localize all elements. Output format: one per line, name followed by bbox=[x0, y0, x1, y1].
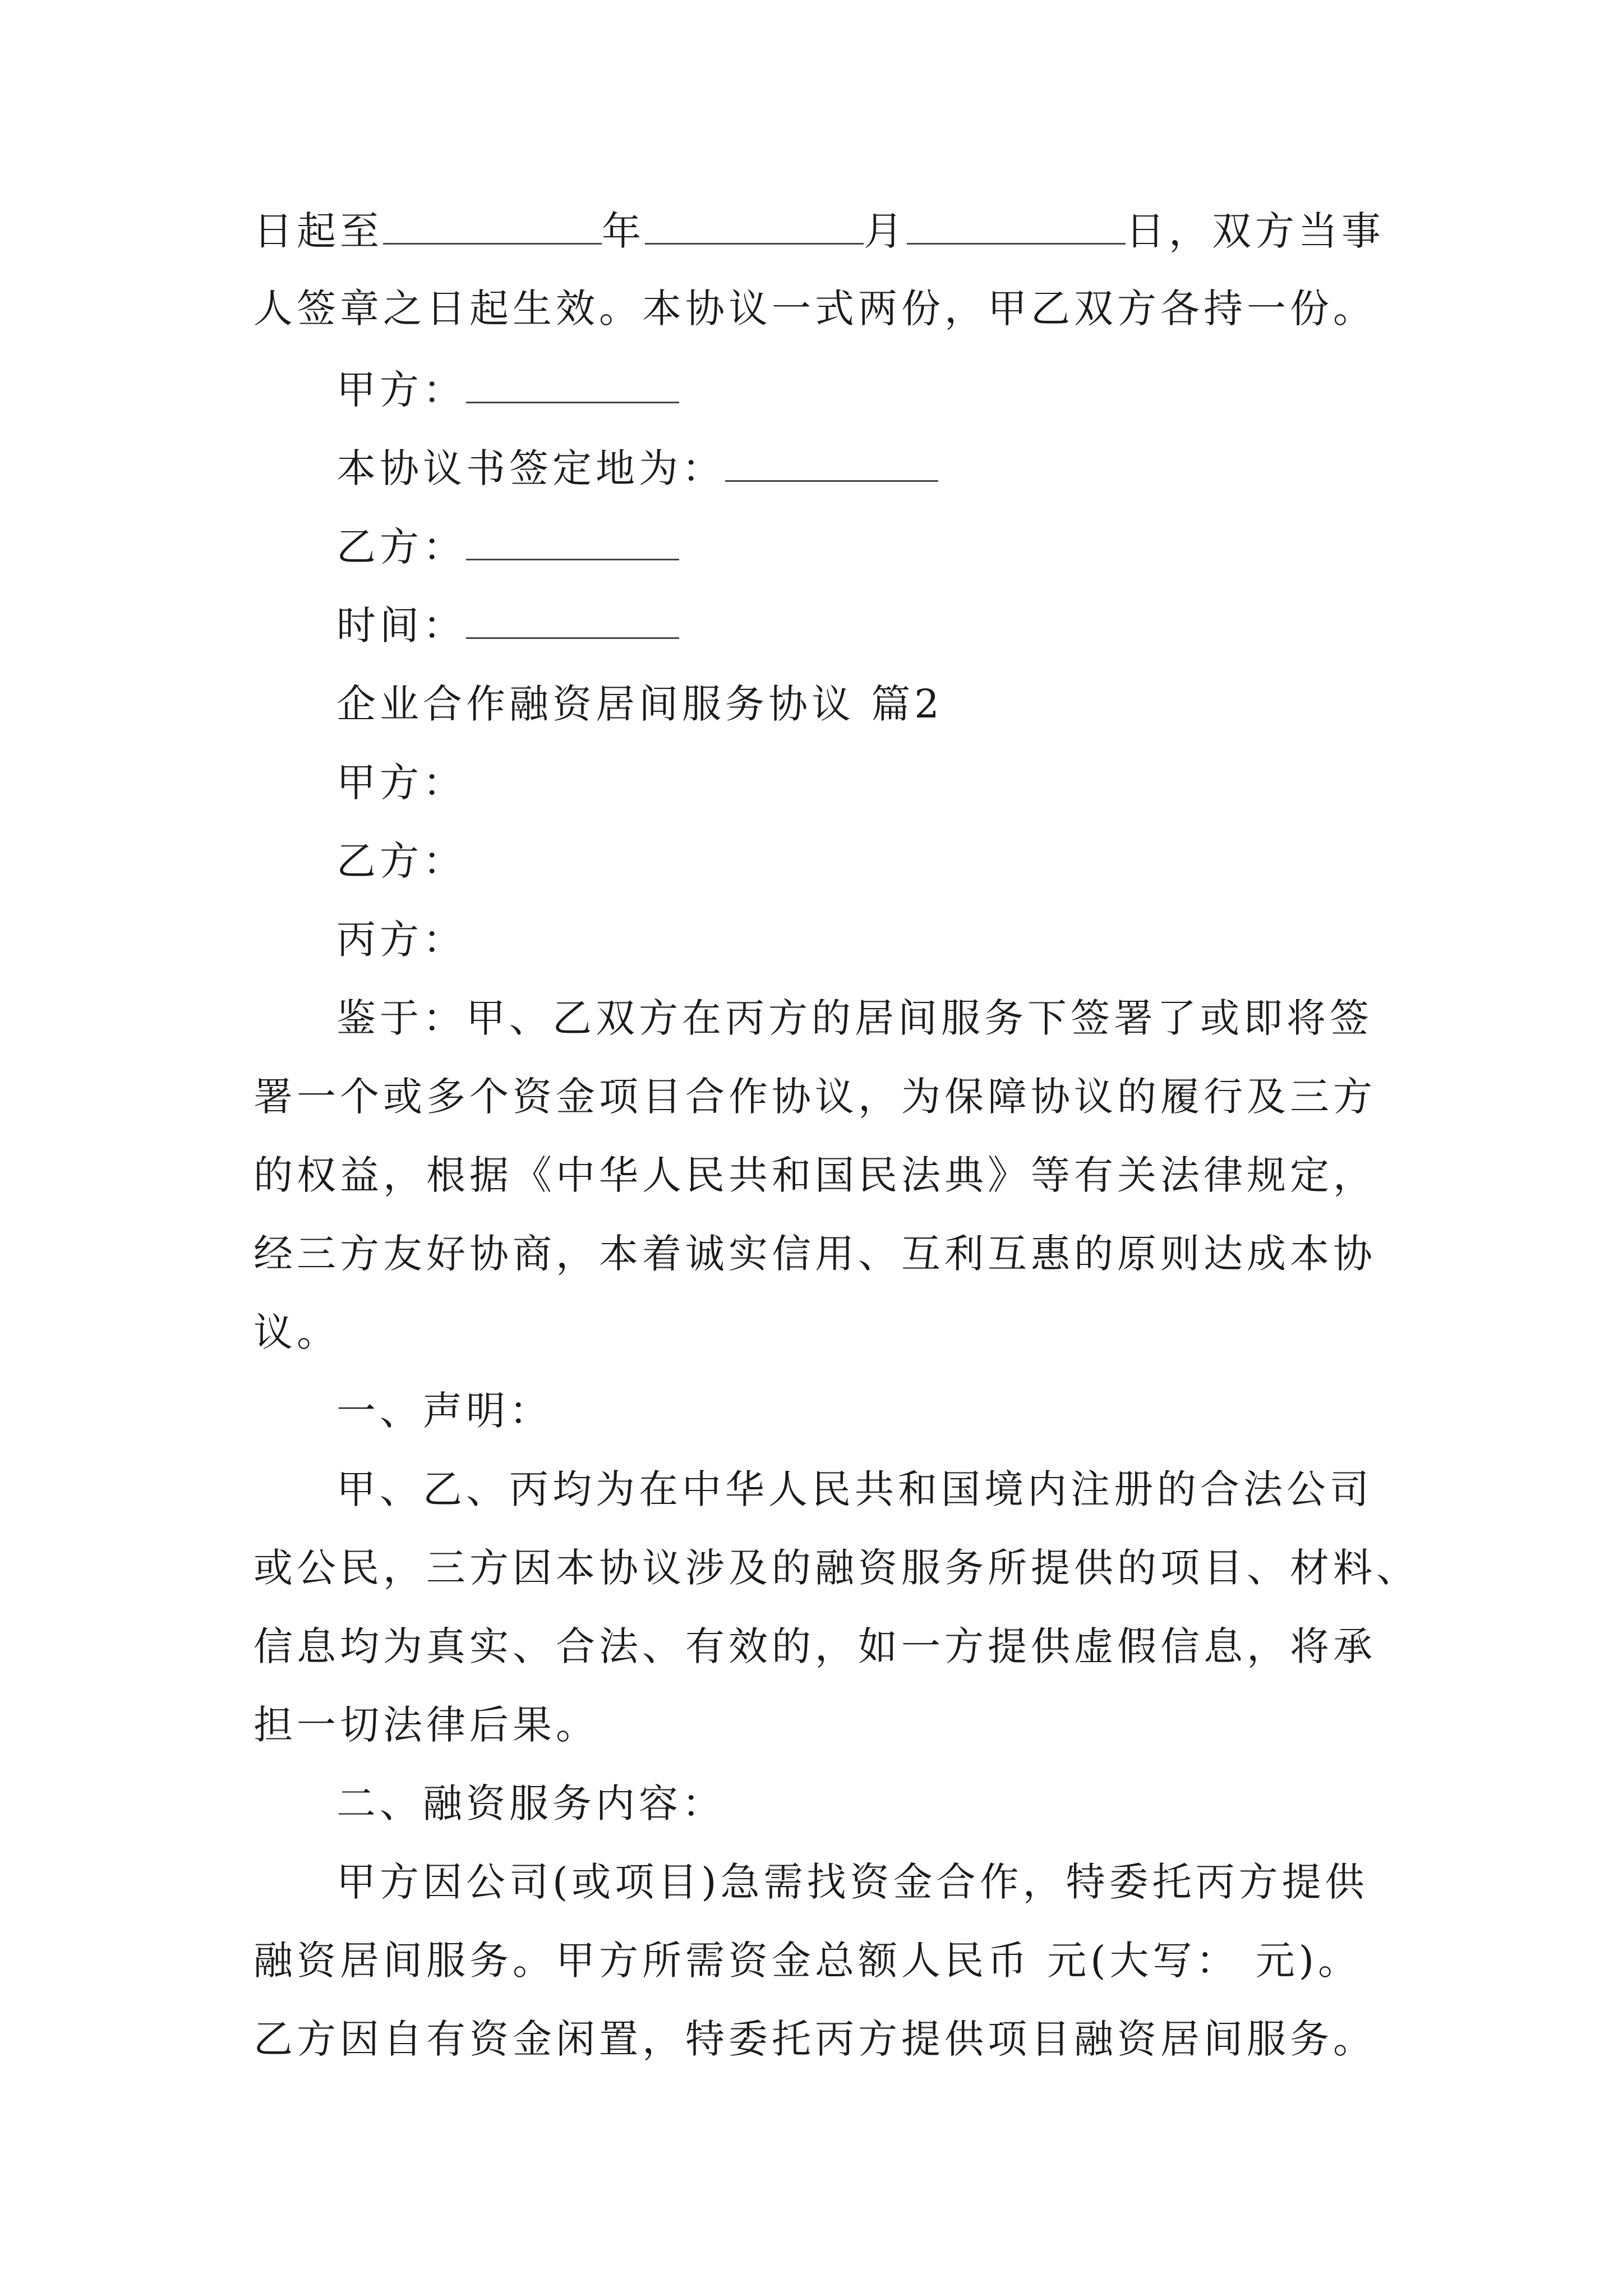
party-a-blank bbox=[466, 369, 679, 403]
signing-place-line bbox=[336, 440, 1386, 496]
heading-financing-service: 二、融资服务内容： bbox=[336, 1780, 725, 1826]
paragraph-line: 的权益，根据《中华人民共和国民法典》等有关法律规定， bbox=[253, 1152, 1376, 1198]
paragraph-line: 鉴于：甲、乙双方在丙方的居间服务下签署了或即将签 bbox=[336, 995, 1373, 1041]
time-line bbox=[336, 597, 1386, 654]
text-day: 日，双方当事 bbox=[1126, 208, 1385, 254]
paragraph-line: 乙方因自有资金闲置，特委托丙方提供项目融资居间服务。 bbox=[253, 2016, 1376, 2062]
section-title: 企业合作融资居间服务协议 篇2 bbox=[336, 681, 943, 727]
paragraph-line: 甲、乙、丙均为在中华人民共和国境内注册的合法公司 bbox=[336, 1466, 1373, 1512]
paragraph-line: 或公民，三方因本协议涉及的融资服务所提供的项目、材料、 bbox=[253, 1545, 1419, 1591]
paragraph-line: 署一个或多个资金项目合作协议，为保障协议的履行及三方 bbox=[253, 1074, 1376, 1120]
party-c-line: 丙方： bbox=[336, 917, 466, 963]
party-b-label: 乙方： bbox=[336, 524, 466, 570]
paragraph-line: 担一切法律后果。 bbox=[253, 1702, 599, 1748]
party-b-blank bbox=[466, 526, 679, 560]
month-blank bbox=[645, 210, 864, 245]
paragraph-line: 融资居间服务。甲方所需资金总额人民币 元(大写： 元)。 bbox=[253, 1938, 1362, 1984]
paragraph-line: 甲方因公司(或项目)急需找资金合作，特委托丙方提供 bbox=[336, 1859, 1368, 1905]
party-b-line: 乙方： bbox=[336, 838, 466, 884]
paragraph-line: 信息均为真实、合法、有效的，如一方提供虚假信息，将承 bbox=[253, 1623, 1376, 1669]
party-b-signature-line bbox=[336, 519, 1386, 575]
text-from-date: 日起至 bbox=[253, 208, 383, 254]
paragraph-line: 人签章之日起生效。本协议一式两份，甲乙双方各持一份。 bbox=[253, 286, 1376, 332]
paragraph-line: 经三方友好协商，本着诚实信用、互利互惠的原则达成本协 bbox=[253, 1231, 1376, 1277]
time-label: 时间： bbox=[336, 602, 466, 648]
text-year: 年 bbox=[602, 208, 645, 254]
year-blank bbox=[383, 210, 602, 245]
time-blank bbox=[466, 605, 679, 639]
day-blank bbox=[907, 210, 1126, 245]
party-a-signature-line bbox=[336, 362, 1386, 418]
paragraph-line: 议。 bbox=[253, 1309, 340, 1355]
party-a-label: 甲方： bbox=[336, 367, 466, 413]
heading-declaration: 一、声明： bbox=[336, 1388, 552, 1434]
signing-place-blank bbox=[725, 448, 938, 482]
effective-date-line bbox=[253, 203, 1386, 259]
signing-place-label: 本协议书签定地为： bbox=[336, 445, 725, 491]
text-month: 月 bbox=[864, 208, 907, 254]
party-a-line: 甲方： bbox=[336, 760, 466, 806]
